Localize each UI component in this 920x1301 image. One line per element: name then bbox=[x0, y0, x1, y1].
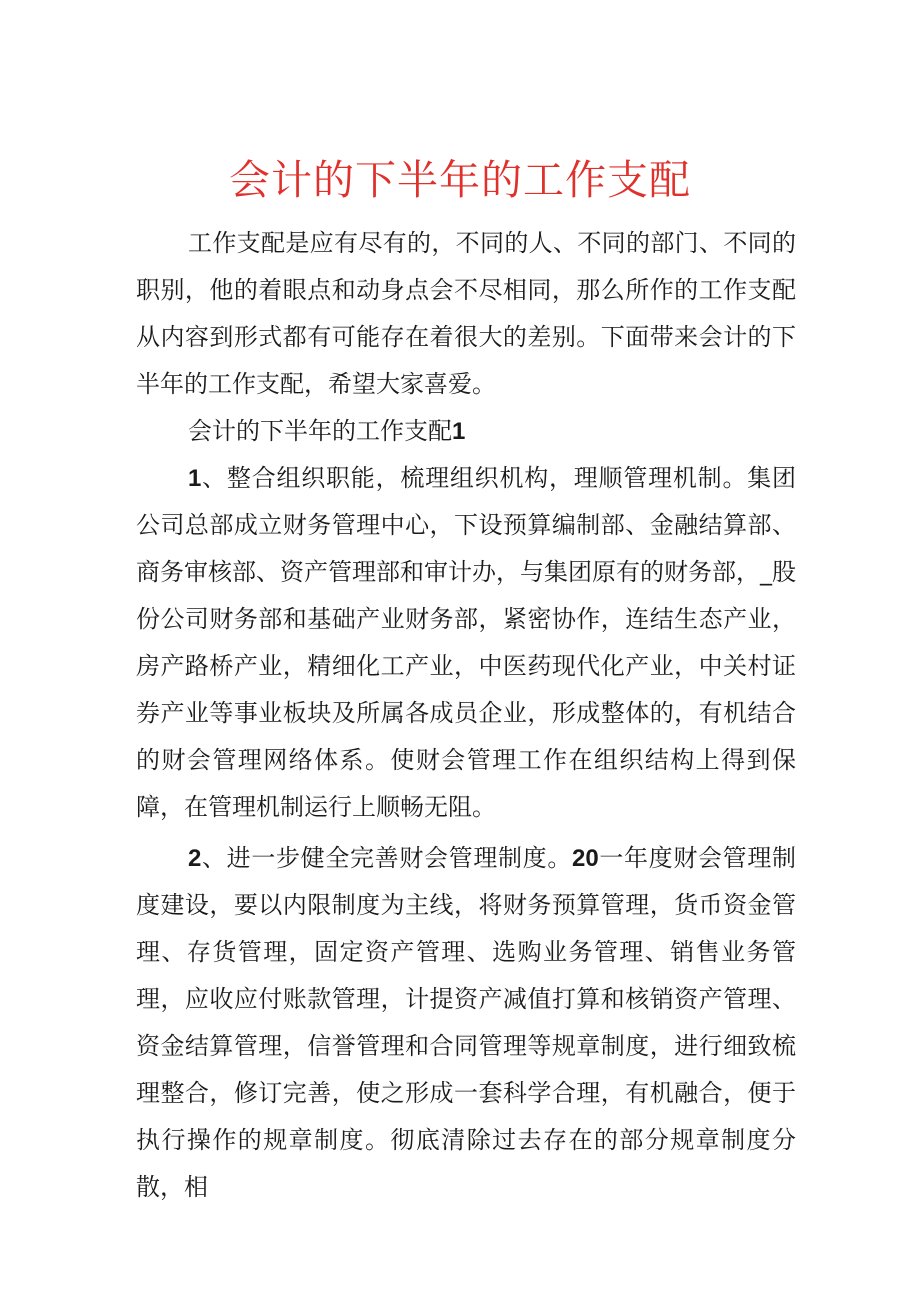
item-1-number: 1 bbox=[188, 465, 202, 492]
document-title: 会计的下半年的工作支配 bbox=[229, 156, 691, 204]
section-heading-text: 会计的下半年的工作支配 bbox=[188, 417, 452, 445]
document-body bbox=[136, 220, 796, 1211]
section-heading bbox=[136, 408, 796, 455]
item-2-paragraph bbox=[136, 835, 796, 1211]
item-2-text-b: 一年度财会管理制度建设，要以内限制度为主线，将财务预算管理，货币资金管理、存货管理，固定资产管理、选购业务管理、销售业务管理，应收应付账款管理，计提资产减值打算和核销资产管理、资金结算管理，信誉管理和合同管理等规章制度，进行细致梳理整合，修订完善，使之形成一套科学合理，有机融合，便于执行操作的规章制度。彻底清除过去存在的部分规章制度分散，相 bbox=[136, 844, 796, 1201]
item-2-year: 20 bbox=[571, 845, 599, 872]
item-2-number: 2 bbox=[188, 845, 202, 872]
item-1-text: 、整合组织职能，梳理组织机构，理顺管理机制。集团公司总部成立财务管理中心，下设预算编制部、金融结算部、商务审核部、资产管理部和审计办，与集团原有的财务部，_股份公司财务部和基础产业财务部，紧密协作，连结生态产业，房产路桥产业，精细化工产业，中医药现代化产业，中关村证券产业等事业板块及所属各成员企业，形成整体的，有机结合的财会管理网络体系。使财会管理工作在组织结构上得到保障，在管理机制运行上顺畅无阻。 bbox=[136, 464, 796, 821]
section-heading-number: 1 bbox=[452, 418, 466, 445]
intro-paragraph: 工作支配是应有尽有的，不同的人、不同的部门、不同的职别，他的着眼点和动身点会不尽相同，那么所作的工作支配从内容到形式都有可能存在着很大的差别。下面带来会计的下半年的工作支配，希望大家喜爱。 bbox=[136, 229, 796, 398]
item-1-paragraph bbox=[136, 455, 796, 831]
item-2-text-a: 、进一步健全完善财会管理制度。 bbox=[201, 844, 572, 872]
